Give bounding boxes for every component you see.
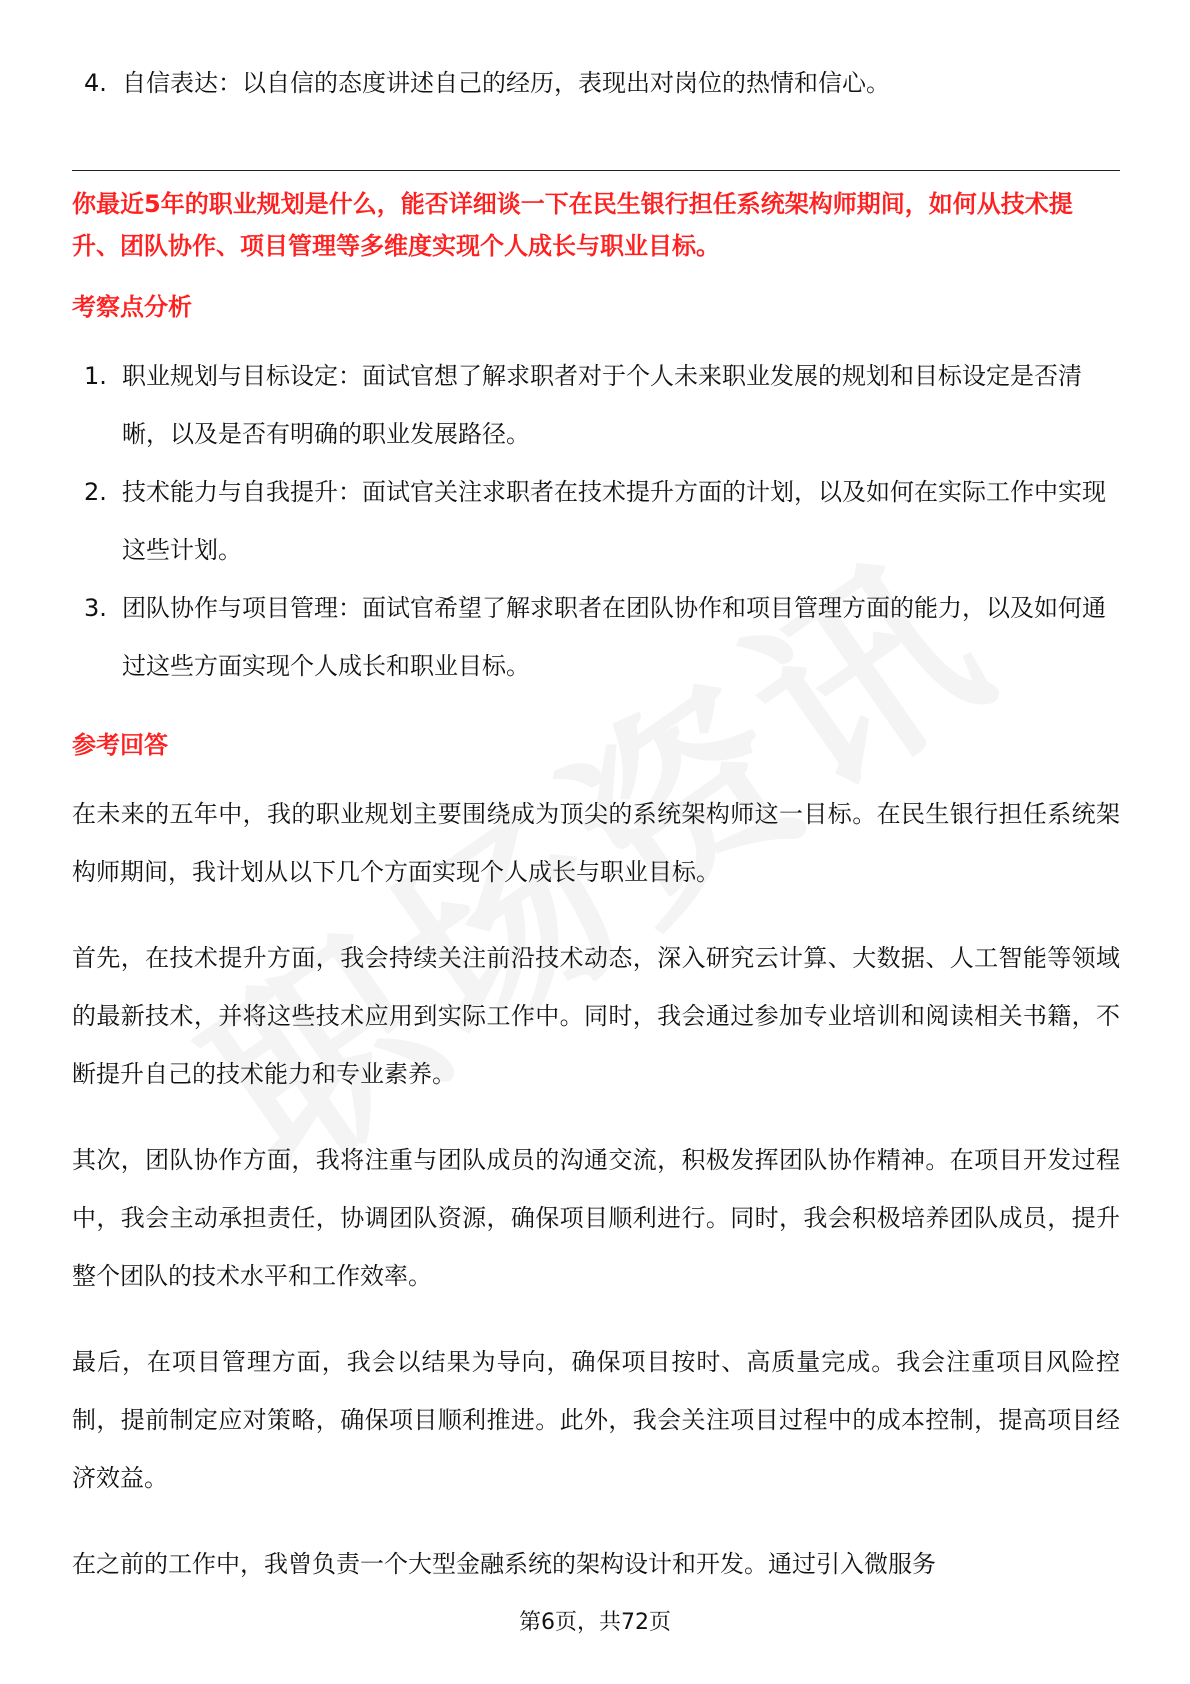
answer-paragraph-1: 在未来的五年中，我的职业规划主要围绕成为顶尖的系统架构师这一目标。在民生银行担任系统架构师期间，我计划从以下几个方面实现个人成长与职业目标。 (72, 800, 1120, 886)
list-item-text: 自信表达：以自信的态度讲述自己的经历，表现出对岗位的热情和信心。 (122, 69, 890, 97)
answer-paragraph-2: 首先，在技术提升方面，我会持续关注前沿技术动态，深入研究云计算、大数据、人工智能等领域的最新技术，并将这些技术应用到实际工作中。同时，我会通过参加专业培训和阅读相关书籍，不断提升自己的技术能力和专业素养。 (72, 944, 1120, 1088)
analysis-list (72, 347, 1120, 695)
list-item-text: 技术能力与自我提升：面试官关注求职者在技术提升方面的计划，以及如何在实际工作中实现这些计划。 (122, 478, 1106, 564)
analysis-item-3 (72, 579, 1120, 695)
analysis-item-2 (72, 463, 1120, 579)
list-item-text: 职业规划与目标设定：面试官想了解求职者对于个人未来职业发展的规划和目标设定是否清晰，以及是否有明确的职业发展路径。 (122, 362, 1082, 448)
list-number: 3. (84, 594, 107, 622)
page-content (72, 60, 1120, 1593)
list-number: 4. (84, 69, 107, 97)
previous-list-item (72, 60, 1120, 106)
list-number: 2. (84, 478, 107, 506)
section-divider (72, 170, 1120, 171)
answer-heading: 参考回答 (72, 731, 168, 759)
list-item-text: 团队协作与项目管理：面试官希望了解求职者在团队协作和项目管理方面的能力，以及如何通过这些方面实现个人成长和职业目标。 (122, 594, 1106, 680)
answer-paragraph-4: 最后，在项目管理方面，我会以结果为导向，确保项目按时、高质量完成。我会注重项目风险控制，提前制定应对策略，确保项目顺利推进。此外，我会关注项目过程中的成本控制，提高项目经济效益。 (72, 1348, 1120, 1492)
analysis-heading: 考察点分析 (72, 293, 192, 321)
analysis-item-1 (72, 347, 1120, 463)
list-number: 1. (84, 362, 107, 390)
answer-paragraph-3: 其次，团队协作方面，我将注重与团队成员的沟通交流，积极发挥团队协作精神。在项目开发过程中，我会主动承担责任，协调团队资源，确保项目顺利进行。同时，我会积极培养团队成员，提升整个团队的技术水平和工作效率。 (72, 1146, 1120, 1290)
answer-paragraph-5: 在之前的工作中，我曾负责一个大型金融系统的架构设计和开发。通过引入微服务 (72, 1550, 936, 1578)
interview-question: 你最近5年的职业规划是什么，能否详细谈一下在民生银行担任系统架构师期间，如何从技术提升、团队协作、项目管理等多维度实现个人成长与职业目标。 (72, 190, 1073, 260)
page-number-footer: 第6页，共72页 (519, 1610, 671, 1635)
